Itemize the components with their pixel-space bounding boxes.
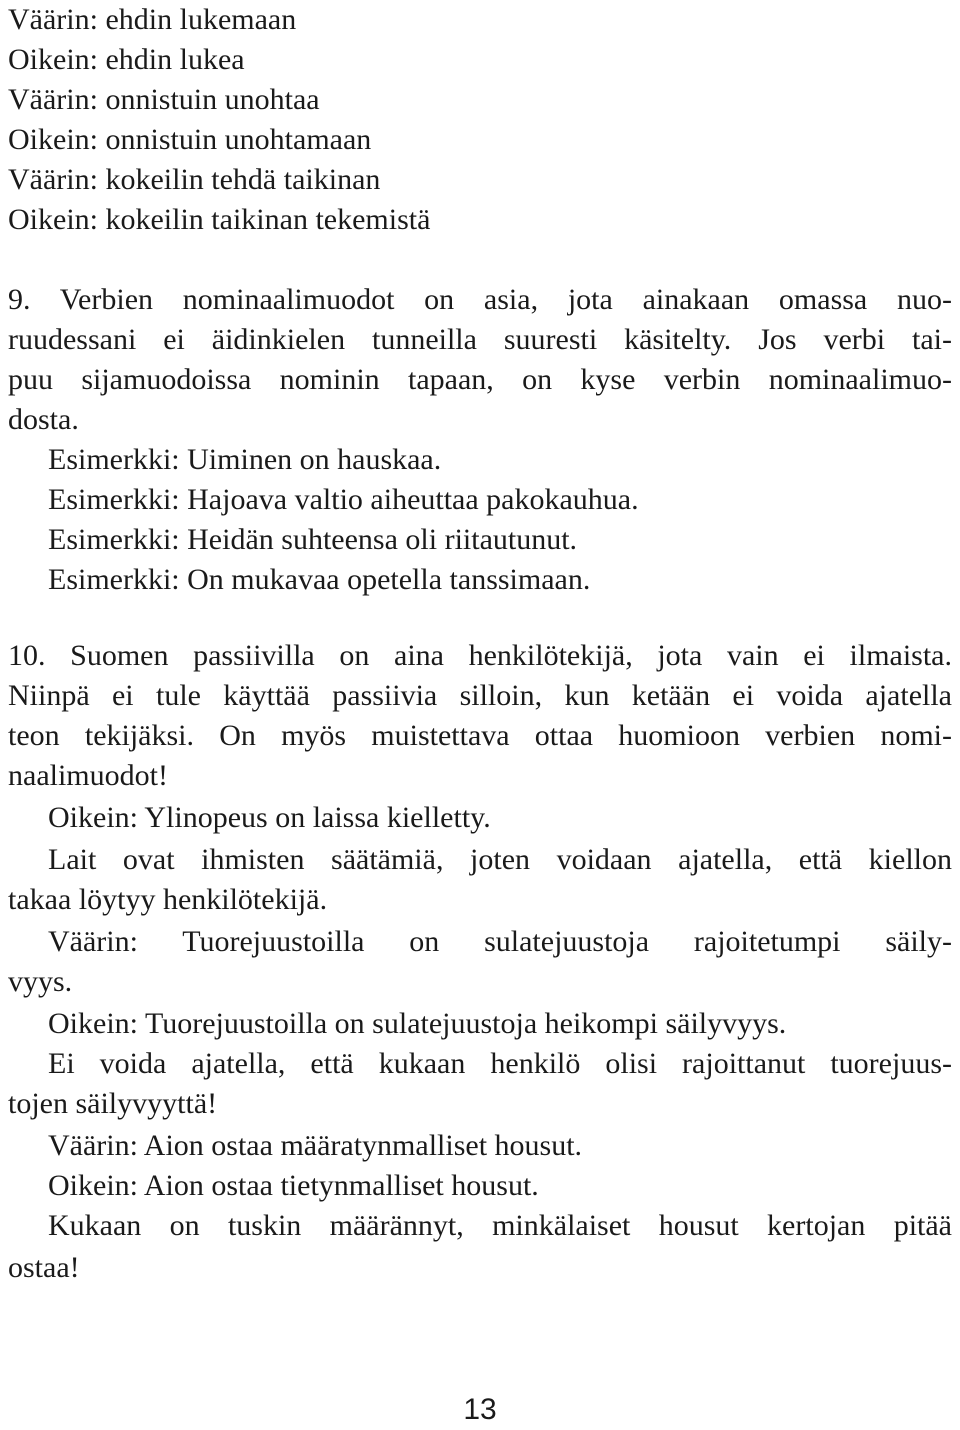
text-line: Esimerkki: On mukavaa opetella tanssimaan. [48, 563, 591, 596]
text-line: Väärin: Tuorejuustoilla on sulatejuustoja rajoitetumpi säily- [48, 925, 952, 958]
text-line: Niinpä ei tule käyttää passiivia silloin, kun ketään ei voida ajatella [8, 679, 952, 712]
text-line: ostaa! [8, 1251, 80, 1284]
text-line: naalimuodot! [8, 759, 168, 792]
text-line: Lait ovat ihmisten säätämiä, joten voidaan ajatella, että kiellon [48, 843, 952, 876]
text-line: Oikein: onnistuin unohtamaan [8, 123, 372, 156]
text-line: vyys. [8, 965, 73, 998]
text-line: puu sijamuodoissa nominin tapaan, on kyse verbin nominaalimuo- [8, 363, 952, 396]
text-line: tojen säilyvyyttä! [8, 1087, 218, 1120]
text-line: Oikein: ehdin lukea [8, 43, 245, 76]
document-page [8, 0, 952, 1429]
text-line: 9. Verbien nominaalimuodot on asia, jota ainakaan omassa nuo- [8, 283, 952, 316]
text-line: 10. Suomen passiivilla on aina henkilötekijä, jota vain ei ilmaista. [8, 639, 952, 672]
text-line: Väärin: Aion ostaa määratynmalliset housut. [48, 1129, 583, 1162]
page-number: 13 [463, 1393, 497, 1426]
text-line: Oikein: Ylinopeus on laissa kielletty. [48, 801, 491, 834]
text-line: Oikein: kokeilin taikinan tekemistä [8, 203, 431, 236]
text-line: Oikein: Tuorejuustoilla on sulatejuustoja heikompi säilyvyys. [48, 1007, 787, 1040]
text-line: Kukaan on tuskin määrännyt, minkälaiset housut kertojan pitää [48, 1209, 952, 1242]
text-line: takaa löytyy henkilötekijä. [8, 883, 328, 916]
text-line: Väärin: onnistuin unohtaa [8, 83, 320, 116]
text-line: ruudessani ei äidinkielen tunneilla suuresti käsitelty. Jos verbi tai- [8, 323, 952, 356]
text-line: Esimerkki: Heidän suhteensa oli riitautunut. [48, 523, 578, 556]
text-line: Esimerkki: Uiminen on hauskaa. [48, 443, 442, 476]
text-line: Ei voida ajatella, että kukaan henkilö olisi rajoittanut tuorejuus- [48, 1047, 952, 1080]
text-line: dosta. [8, 403, 79, 436]
text-line: teon tekijäksi. On myös muistettava ottaa huomioon verbien nomi- [8, 719, 952, 752]
text-line: Väärin: kokeilin tehdä taikinan [8, 163, 381, 196]
text-line: Väärin: ehdin lukemaan [8, 3, 297, 36]
text-line: Oikein: Aion ostaa tietynmalliset housut. [48, 1169, 539, 1202]
text-line: Esimerkki: Hajoava valtio aiheuttaa pakokauhua. [48, 483, 639, 516]
